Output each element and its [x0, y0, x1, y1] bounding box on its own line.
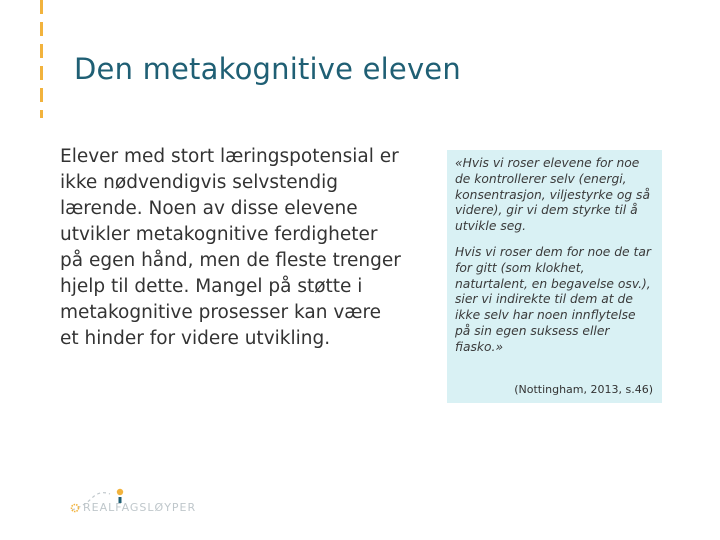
- realfagsloyper-logo: [70, 486, 197, 520]
- logo-text: REALFAGSLØYPER: [83, 501, 197, 514]
- quote-box: [447, 150, 662, 403]
- quote-paragraph-2: Hvis vi roser dem for noe de tar for gitt (som klokhet, naturtalent, en begavelse osv.), sier vi indirekte til dem at de ikke selv har noen innflytelse på sin egen suksess eller fiasko.»: [455, 244, 651, 354]
- quote-paragraph-1: «Hvis vi roser elevene for noe de kontrollerer selv (energi, konsentrasjon, viljestyrke og så videre), gir vi dem styrke til å utvikle seg.: [455, 156, 651, 234]
- quote-source: (Nottingham, 2013, s.46): [514, 383, 653, 396]
- accent-dashed-bar: [40, 0, 43, 118]
- slide-title: Den metakognitive eleven: [74, 52, 461, 86]
- body-paragraph: Elever med stort læringspotensial er ikke nødvendigvis selvstendig lærende. Noen av disse elevene utvikler metakognitive ferdigheter på egen hånd, men de fleste trenger hjelp til dette. Mangel på støtte i metakognitive prosesser kan være et hinder for videre utvikling.: [60, 146, 401, 349]
